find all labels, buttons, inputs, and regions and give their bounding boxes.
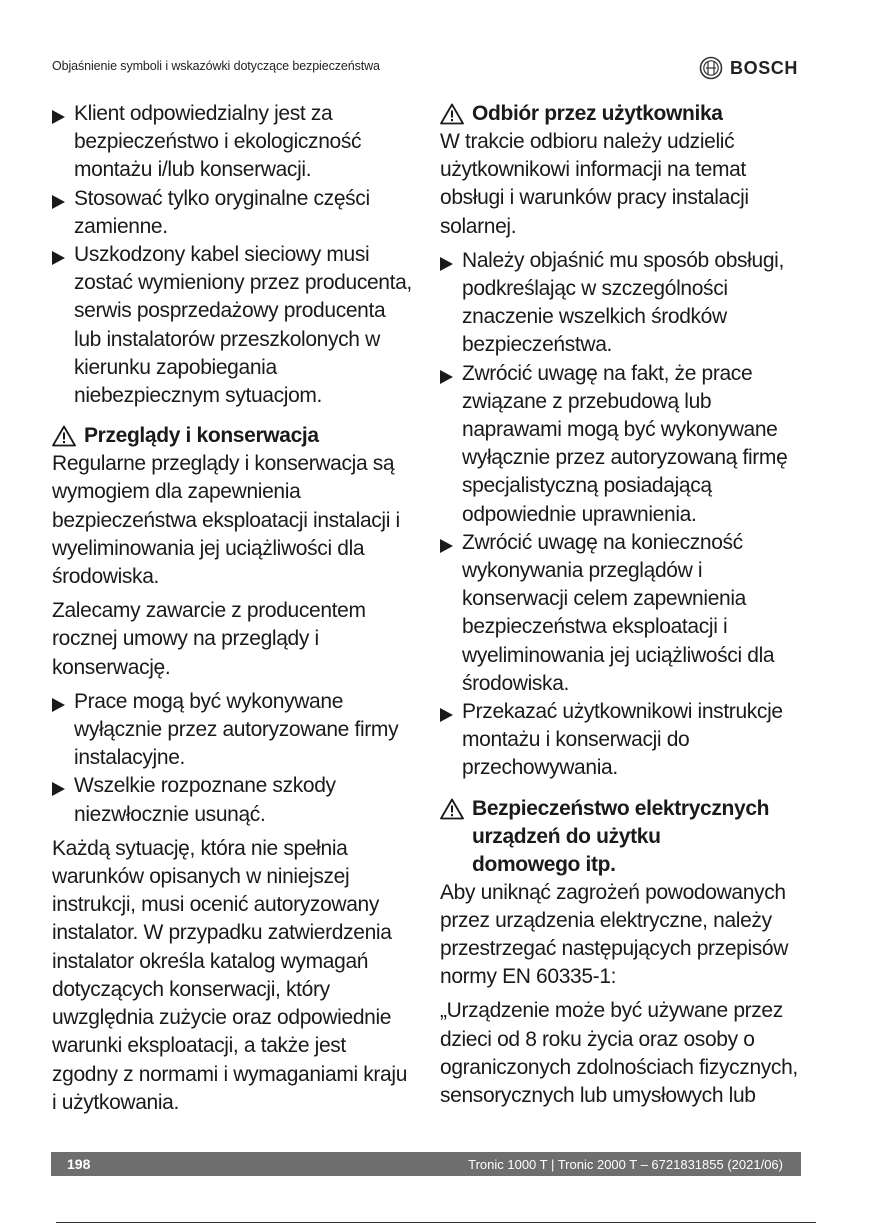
bullet-arrow-icon: [440, 539, 453, 553]
list-item: Klient odpowiedzialny jest za bezpieczeństwo i ekologiczność montażu i/lub konserwacji.: [52, 100, 412, 185]
bullet-arrow-icon: [52, 195, 65, 209]
inspection-paragraph-2: Zalecamy zawarcie z producentem rocznej umowy na przeglądy i konserwację.: [52, 599, 366, 679]
bullet-arrow-icon: [52, 698, 65, 712]
section-heading-handover: Odbiór przez użytkownika: [440, 100, 805, 128]
bullet-arrow-icon: [52, 782, 65, 796]
list-item: Prace mogą być wykonywane wyłącznie przez autoryzowane firmy instalacyjne.: [52, 688, 412, 773]
inspection-paragraph-3: Każdą sytuację, która nie spełnia warunków opisanych w niniejszej instrukcji, musi ocenić autoryzowany instalator. W przypadku zatwierdzenia instalator określa katalog wymagań dotyczących konserwacji, który uwzględnia zużycie oraz odpowiednie warunki eksploatacji, a także jest zgodny z normami i wymaganiami kraju i użytkowania.: [52, 836, 408, 1114]
electrical-paragraph-2: „Urządzenie może być używane przez dzieci od 8 roku życia oraz osoby o ograniczonych zdolnościach fizycznych, sensorycznych lub umysłowych lub: [440, 999, 798, 1108]
electrical-paragraph-1: Aby uniknąć zagrożeń powodowanych przez urządzenia elektryczne, należy przestrzegać następujących przepisów normy EN 60335-1:: [440, 880, 789, 989]
footer-bar: [51, 1152, 801, 1176]
left-column: [52, 100, 412, 1117]
section-heading-inspection: Przeglądy i konserwacja: [52, 422, 412, 450]
document-info: Tronic 1000 T | Tronic 2000 T – 6721831855 (2021/06): [468, 1156, 783, 1172]
list-item: Stosować tylko oryginalne części zamienne.: [52, 185, 412, 241]
list-item: Zwrócić uwagę na konieczność wykonywania przeglądów i konserwacji celem zapewnienia bezpieczeństwa eksploatacji i wyeliminowania jej uciążliwości dla środowiska.: [440, 529, 805, 698]
bullet-arrow-icon: [440, 708, 453, 722]
right-column: [440, 100, 805, 1110]
list-item: Zwrócić uwagę na fakt, że prace związane z przebudową lub naprawami mogą być wykonywane wyłącznie przez autoryzowaną firmę specjalistyczną posiadającą odpowiednie uprawnienia.: [440, 360, 805, 529]
list-item: Należy objaśnić mu sposób obsługi, podkreślając w szczególności znaczenie wszelkich środków bezpieczeństwa.: [440, 247, 805, 360]
bullet-arrow-icon: [52, 251, 65, 265]
warning-triangle-icon: [440, 798, 464, 820]
list-item: Przekazać użytkownikowi instrukcje montażu i konserwacji do przechowywania.: [440, 698, 805, 783]
warning-triangle-icon: [52, 425, 76, 447]
handover-paragraph: W trakcie odbioru należy udzielić użytkownikowi informacji na temat obsługi i warunków pracy instalacji solarnej.: [440, 130, 749, 238]
bullet-arrow-icon: [440, 257, 453, 271]
intro-bullet-list: [52, 100, 412, 410]
warning-triangle-icon: [440, 103, 464, 125]
brand-name: BOSCH: [730, 57, 799, 78]
inspection-bullet-list: [52, 688, 412, 829]
page-number: 198: [67, 1156, 91, 1172]
bottom-rule: [56, 1222, 816, 1223]
running-header-title: Objaśnienie symboli i wskazówki dotyczące bezpieczeństwa: [52, 59, 380, 73]
bullet-arrow-icon: [440, 370, 453, 384]
handover-bullet-list: [440, 247, 805, 783]
section-heading-electrical: Bezpieczeństwo elektrycznych urządzeń do użytku domowego itp.: [440, 795, 805, 879]
list-item: Uszkodzony kabel sieciowy musi zostać wymieniony przez producenta, serwis posprzedażowy producenta lub instalatorów przeszkolonych w kierunku zapobiegania niebezpiecznym sytuacjom.: [52, 241, 412, 410]
inspection-paragraph-1: Regularne przeglądy i konserwacja są wymogiem dla zapewnienia bezpieczeństwa eksploatacji instalacji i wyeliminowania jej uciążliwości dla środowiska.: [52, 452, 400, 589]
bullet-arrow-icon: [52, 110, 65, 124]
bosch-armature-icon: [699, 56, 723, 80]
list-item: Wszelkie rozpoznane szkody niezwłocznie usunąć.: [52, 772, 412, 828]
bosch-logo: [699, 56, 798, 80]
